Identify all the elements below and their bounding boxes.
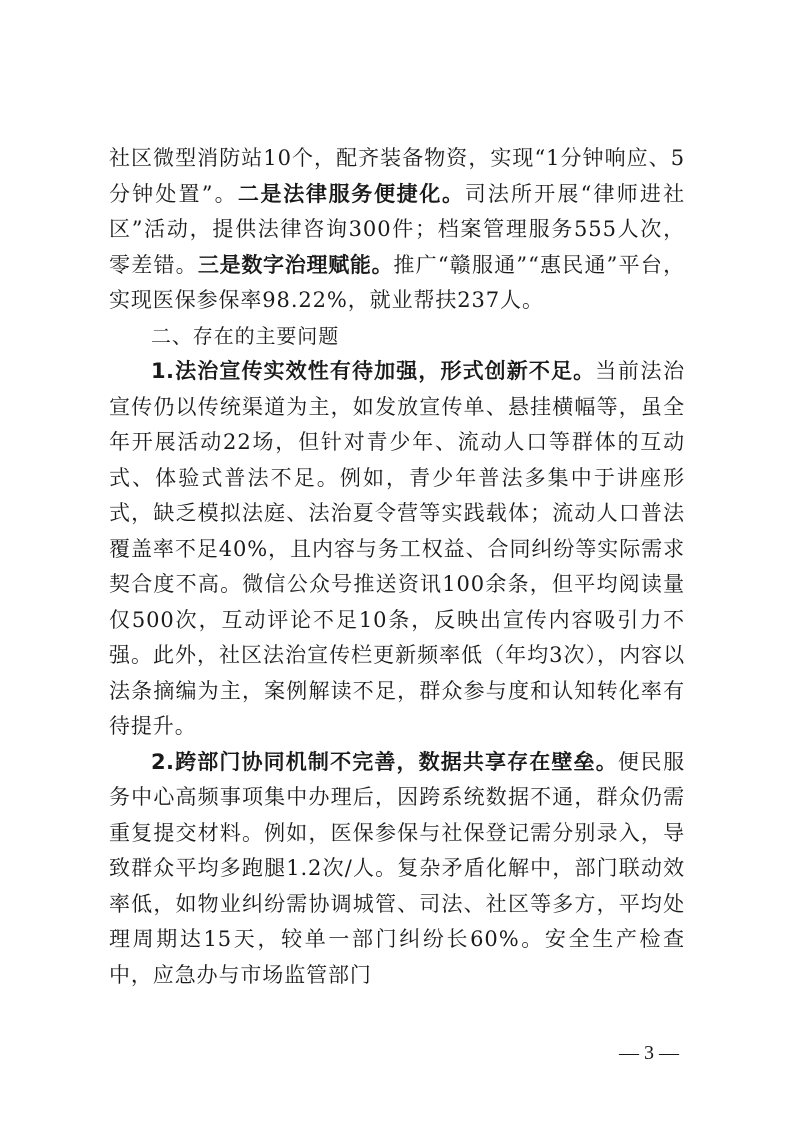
paragraph-text: 二、存在的主要问题 <box>151 323 340 348</box>
page-number: — 3 — <box>619 1042 679 1064</box>
body-paragraph <box>109 141 685 319</box>
paragraph-text: 社区微型消防站10个，配齐装备物资，实现“1分钟响应、5分钟处置”。 <box>109 146 685 206</box>
bold-lead-phrase: 三是数字治理赋能。 <box>197 252 394 277</box>
paragraph-text: 便民服务中心高频事项集中办理后，因跨系统数据不通，群众仍需重复提交材料。例如，医保参保与社保登记需分别录入，导致群众平均多跑腿1.2次/人。复杂矛盾化解中，部门联动效率低，如物业纠纷需协调城管、司法、社区等多方，平均处理周期达15天，较单一部门纠纷长60%。安全生产检查中，应急办与市场监管部门 <box>109 749 685 987</box>
section-heading <box>109 319 685 355</box>
paragraph-text: 当前法治宣传仍以传统渠道为主，如发放宣传单、悬挂横幅等，虽全年开展活动22场，但针对青少年、流动人口等群体的互动式、体验式普法不足。例如，青少年普法多集中于讲座形式，缺乏模拟法庭、法治夏令营等实践载体；流动人口普法覆盖率不足40%，且内容与务工权益、合同纠纷等实际需求契合度不高。微信公众号推送资讯100余条，但平均阅读量仅500次，互动评论不足10条，反映出宣传内容吸引力不强。此外，社区法治宣传栏更新频率低（年均3次），内容以法条摘编为主，案例解读不足，群众参与度和认知转化率有待提升。 <box>109 359 685 738</box>
bold-lead-phrase: 1.法治宣传实效性有待加强，形式创新不足。 <box>151 359 596 383</box>
bold-lead-phrase: 2.跨部门协同机制不完善，数据共享存在壁垒。 <box>151 749 618 774</box>
document-body <box>109 141 685 993</box>
body-paragraph <box>109 745 685 994</box>
body-paragraph <box>109 354 685 745</box>
paragraph-text: 司法所开展“律师进社区”活动，提供法律咨询300件；档案管理服务555人次，零差错。 <box>109 181 685 277</box>
bold-lead-phrase: 二是法律服务便捷化。 <box>237 181 465 206</box>
paragraph-text: 推广“赣服通”“惠民通”平台，实现医保参保率98.22%，就业帮扶237人。 <box>109 252 685 312</box>
